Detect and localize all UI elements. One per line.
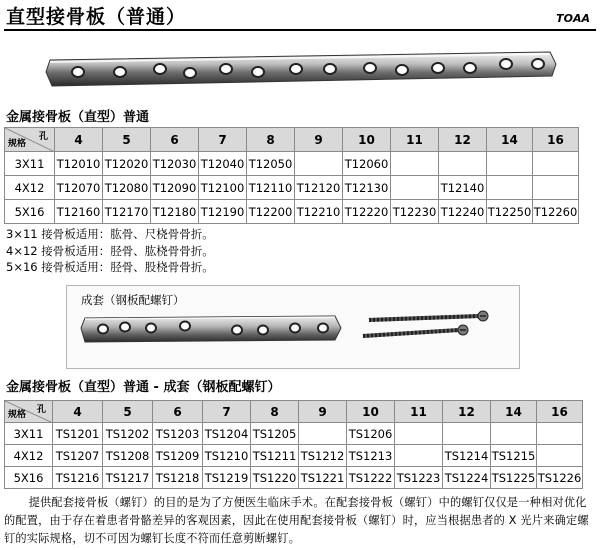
part-code-cell: T12040 bbox=[199, 152, 247, 176]
part-code-cell: T12090 bbox=[151, 176, 199, 200]
hole-count-header: 16 bbox=[533, 128, 579, 152]
part-code-cell: T12010 bbox=[55, 152, 103, 176]
part-code-cell: TS1226 bbox=[537, 467, 583, 489]
part-code-cell bbox=[533, 152, 579, 176]
disclaimer-paragraph: 提供配套接骨板（螺钉）的目的是为了方便医生临床手术。在配套接骨板（螺钉）中的螺钉仅仅是一种相对优化的配置，由于存在着患者骨骼差异的客观因素，因此在使用配套接骨板（螺钉）时，应当根据患者的 X 光片来确定螺钉的实际规格，切不可因为螺钉长度不符而任意剪断螺钉。 bbox=[4, 496, 589, 545]
part-code-cell: T12260 bbox=[533, 200, 579, 224]
part-code-cell: T12070 bbox=[55, 176, 103, 200]
table-row bbox=[5, 423, 583, 445]
part-code-cell: TS1206 bbox=[347, 423, 395, 445]
part-code-cell: T12140 bbox=[439, 176, 487, 200]
kit-plate-and-screws-image bbox=[67, 286, 519, 368]
part-code-cell: TS1205 bbox=[251, 423, 299, 445]
hole-count-header: 6 bbox=[153, 401, 203, 423]
part-code-cell: TS1221 bbox=[299, 467, 347, 489]
corner-row-label: 规格 bbox=[8, 139, 27, 149]
hole-count-header: 9 bbox=[299, 401, 347, 423]
part-code-cell bbox=[491, 423, 537, 445]
screw-image bbox=[363, 325, 468, 336]
hole-count-header: 4 bbox=[53, 401, 103, 423]
part-code-cell bbox=[295, 152, 343, 176]
part-code-cell: TS1202 bbox=[103, 423, 153, 445]
hole-count-header: 12 bbox=[439, 128, 487, 152]
part-code-cell: T12210 bbox=[295, 200, 343, 224]
part-code-cell: TS1217 bbox=[103, 467, 153, 489]
part-code-cell: TS1214 bbox=[443, 445, 491, 467]
screw-image bbox=[369, 311, 488, 321]
table-row bbox=[5, 467, 583, 489]
part-code-cell: T12240 bbox=[439, 200, 487, 224]
part-code-cell bbox=[487, 176, 533, 200]
part-code-cell: T12120 bbox=[295, 176, 343, 200]
part-code-cell: TS1218 bbox=[153, 467, 203, 489]
size-cell: 3X11 bbox=[5, 423, 53, 445]
table-corner-cell bbox=[5, 401, 53, 423]
part-code-cell: TS1225 bbox=[491, 467, 537, 489]
section1-title: 金属接骨板（直型）普通 bbox=[6, 110, 150, 125]
part-code-cell: TS1219 bbox=[203, 467, 251, 489]
part-code-cell: TS1210 bbox=[203, 445, 251, 467]
part-code-cell: TS1213 bbox=[347, 445, 395, 467]
size-cell: 5X16 bbox=[5, 467, 53, 489]
table-row bbox=[5, 200, 579, 224]
part-code-cell: TS1216 bbox=[53, 467, 103, 489]
part-code-cell: T12050 bbox=[247, 152, 295, 176]
part-code-cell bbox=[391, 152, 439, 176]
part-code-cell: T12190 bbox=[199, 200, 247, 224]
hole-count-header: 9 bbox=[295, 128, 343, 152]
hole-count-header: 4 bbox=[55, 128, 103, 152]
kit-image-box bbox=[66, 285, 520, 369]
spec-table-plates bbox=[4, 127, 579, 224]
part-code-cell: TS1203 bbox=[153, 423, 203, 445]
part-code-cell: TS1204 bbox=[203, 423, 251, 445]
spec-table-kits bbox=[4, 400, 583, 489]
part-code-cell bbox=[537, 445, 583, 467]
part-code-cell: T12230 bbox=[391, 200, 439, 224]
part-code-cell: TS1207 bbox=[53, 445, 103, 467]
hole-count-header: 5 bbox=[103, 401, 153, 423]
part-code-cell: T12030 bbox=[151, 152, 199, 176]
part-code-cell: T12130 bbox=[343, 176, 391, 200]
hole-count-header: 8 bbox=[251, 401, 299, 423]
part-code-cell: TS1220 bbox=[251, 467, 299, 489]
hole-count-header: 5 bbox=[103, 128, 151, 152]
part-code-cell: T12200 bbox=[247, 200, 295, 224]
section2-title: 金属接骨板（直型）普通 - 成套（钢板配螺钉） bbox=[6, 380, 281, 395]
size-cell: 5X16 bbox=[5, 200, 55, 224]
size-cell: 3X11 bbox=[5, 152, 55, 176]
part-code-cell: T12160 bbox=[55, 200, 103, 224]
part-code-cell: T12080 bbox=[103, 176, 151, 200]
size-cell: 4X12 bbox=[5, 445, 53, 467]
corner-col-label: 孔 bbox=[38, 132, 48, 142]
part-code-cell: TS1209 bbox=[153, 445, 203, 467]
page-title: 直型接骨板（普通） bbox=[6, 6, 187, 28]
part-code-cell: TS1211 bbox=[251, 445, 299, 467]
part-code-cell bbox=[533, 176, 579, 200]
bone-plate-image bbox=[40, 42, 560, 102]
part-code-cell bbox=[487, 152, 533, 176]
part-code-cell: TS1224 bbox=[443, 467, 491, 489]
part-code-cell bbox=[443, 423, 491, 445]
indication-notes bbox=[6, 226, 214, 276]
note-line: 3×11 接骨板适用：肱骨、尺桡骨骨折。 bbox=[6, 227, 214, 241]
hole-count-header: 10 bbox=[343, 128, 391, 152]
part-code-cell: T12020 bbox=[103, 152, 151, 176]
part-code-cell bbox=[395, 423, 443, 445]
table-row bbox=[5, 152, 579, 176]
corner-row-label: 规格 bbox=[8, 410, 27, 420]
table-corner-cell bbox=[5, 128, 55, 152]
part-code-cell bbox=[299, 423, 347, 445]
size-cell: 4X12 bbox=[5, 176, 55, 200]
note-line: 4×12 接骨板适用：胫骨、肱桡骨骨折。 bbox=[6, 243, 214, 258]
part-code-cell bbox=[391, 176, 439, 200]
hole-count-header: 7 bbox=[203, 401, 251, 423]
part-code-cell: TS1222 bbox=[347, 467, 395, 489]
part-code-cell: TS1208 bbox=[103, 445, 153, 467]
note-line: 5×16 接骨板适用：胫骨、股桡骨骨折。 bbox=[6, 260, 214, 274]
hole-count-header: 6 bbox=[151, 128, 199, 152]
part-code-cell: T12250 bbox=[487, 200, 533, 224]
table-row bbox=[5, 445, 583, 467]
part-code-cell bbox=[439, 152, 487, 176]
part-code-cell bbox=[537, 423, 583, 445]
corner-col-label: 孔 bbox=[36, 405, 46, 415]
hole-count-header: 10 bbox=[347, 401, 395, 423]
part-code-cell: T12100 bbox=[199, 176, 247, 200]
part-code-cell: T12110 bbox=[247, 176, 295, 200]
table-row bbox=[5, 176, 579, 200]
part-code-cell: TS1215 bbox=[491, 445, 537, 467]
hole-count-header: 14 bbox=[487, 128, 533, 152]
part-code-cell: T12180 bbox=[151, 200, 199, 224]
part-code-cell: TS1201 bbox=[53, 423, 103, 445]
part-code-cell: TS1212 bbox=[299, 445, 347, 467]
part-code-cell: T12170 bbox=[103, 200, 151, 224]
header-divider bbox=[4, 29, 596, 31]
hole-count-header: 11 bbox=[395, 401, 443, 423]
hole-count-header: 16 bbox=[537, 401, 583, 423]
hole-count-header: 7 bbox=[199, 128, 247, 152]
hole-count-header: 14 bbox=[491, 401, 537, 423]
catalog-code: TOAA bbox=[556, 12, 590, 25]
part-code-cell: T12060 bbox=[343, 152, 391, 176]
hole-count-header: 11 bbox=[391, 128, 439, 152]
part-code-cell bbox=[395, 445, 443, 467]
part-code-cell: T12220 bbox=[343, 200, 391, 224]
part-code-cell: TS1223 bbox=[395, 467, 443, 489]
kit-label: 成套（钢板配螺钉） bbox=[81, 293, 185, 307]
hole-count-header: 8 bbox=[247, 128, 295, 152]
hole-count-header: 12 bbox=[443, 401, 491, 423]
